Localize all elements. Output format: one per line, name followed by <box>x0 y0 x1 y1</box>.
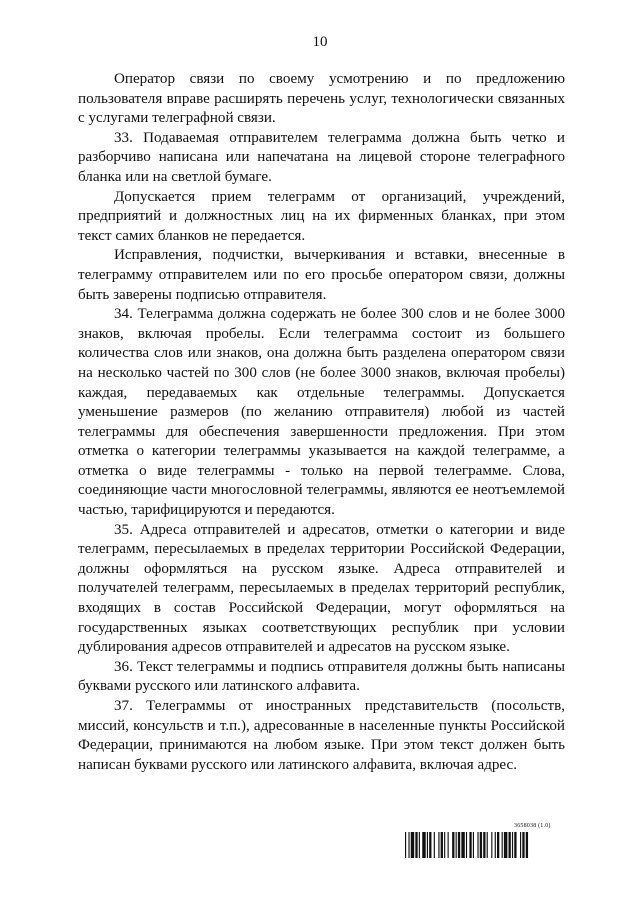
paragraph-37: 37. Телеграммы от иностранных представительств (посольств, миссий, консульств и т.п.), адресованные в населенные пункты Российской Федерации, принимаются на любом языке. При этом текст должен быть написан буквами русского или латинского алфавита, включая адрес. <box>78 698 565 773</box>
barcode-image <box>405 832 569 858</box>
paragraph-operator-services: Оператор связи по своему усмотрению и по предложению пользователя вправе расширять перечень услуг, технологически связанных с услугами телеграфной связи. <box>78 71 565 127</box>
paragraph-33: 33. Подаваемая отправителем телеграмма должна быть четко и разборчиво написана или напечатана на лицевой стороне телеграфного бланка или на светлой бумаге. <box>78 129 565 185</box>
paragraph-34: 34. Телеграмма должна содержать не более 300 слов и не более 3000 знаков, включая пробелы. Если телеграмма состоит из большего количества слов или знаков, она должна быть разделена оператором связи на несколько частей по 300 слов (не более 3000 знаков, включая пробелы) каждая, передаваемых как отдельные телеграммы. Допускается уменьшение размеров (по желанию отправителя) любой из частей телеграммы для обеспечения завершенности предложения. При этом отметка о категории телеграммы указывается на каждой телеграмме, а отметка о виде телеграммы - только на первой телеграмме. Слова, соединяющие части многословной телеграммы, являются ее неотъемлемой частью, тарифицируются и передаются. <box>78 306 565 519</box>
document-code: 3658038 (1.0) <box>514 823 551 829</box>
paragraph-36: 36. Текст телеграммы и подпись отправителя должны быть написаны буквами русского или латинского алфавита. <box>78 658 565 695</box>
paragraph-company-blanks: Допускается прием телеграмм от организаций, учреждений, предприятий и должностных лиц на их фирменных бланках, при этом текст самих бланков не передается. <box>78 188 565 244</box>
document-body <box>78 70 565 775</box>
paragraph-corrections: Исправления, подчистки, вычеркивания и вставки, внесенные в телеграмму отправителем или по его просьбе оператором связи, должны быть заверены подписью отправителя. <box>78 247 565 303</box>
paragraph-35: 35. Адреса отправителей и адресатов, отметки о категории и виде телеграмм, пересылаемых в пределах территории Российской Федерации, должны оформляться на русском языке. Адреса отправителей и получателей телеграмм, пересылаемых в пределах территорий республик, входящих в состав Российской Федерации, могут оформляться на государственных языках соответствующих республик при условии дублирования адресов отправителей и адресатов на русском языке. <box>78 521 565 656</box>
page-number: 10 <box>312 34 328 50</box>
